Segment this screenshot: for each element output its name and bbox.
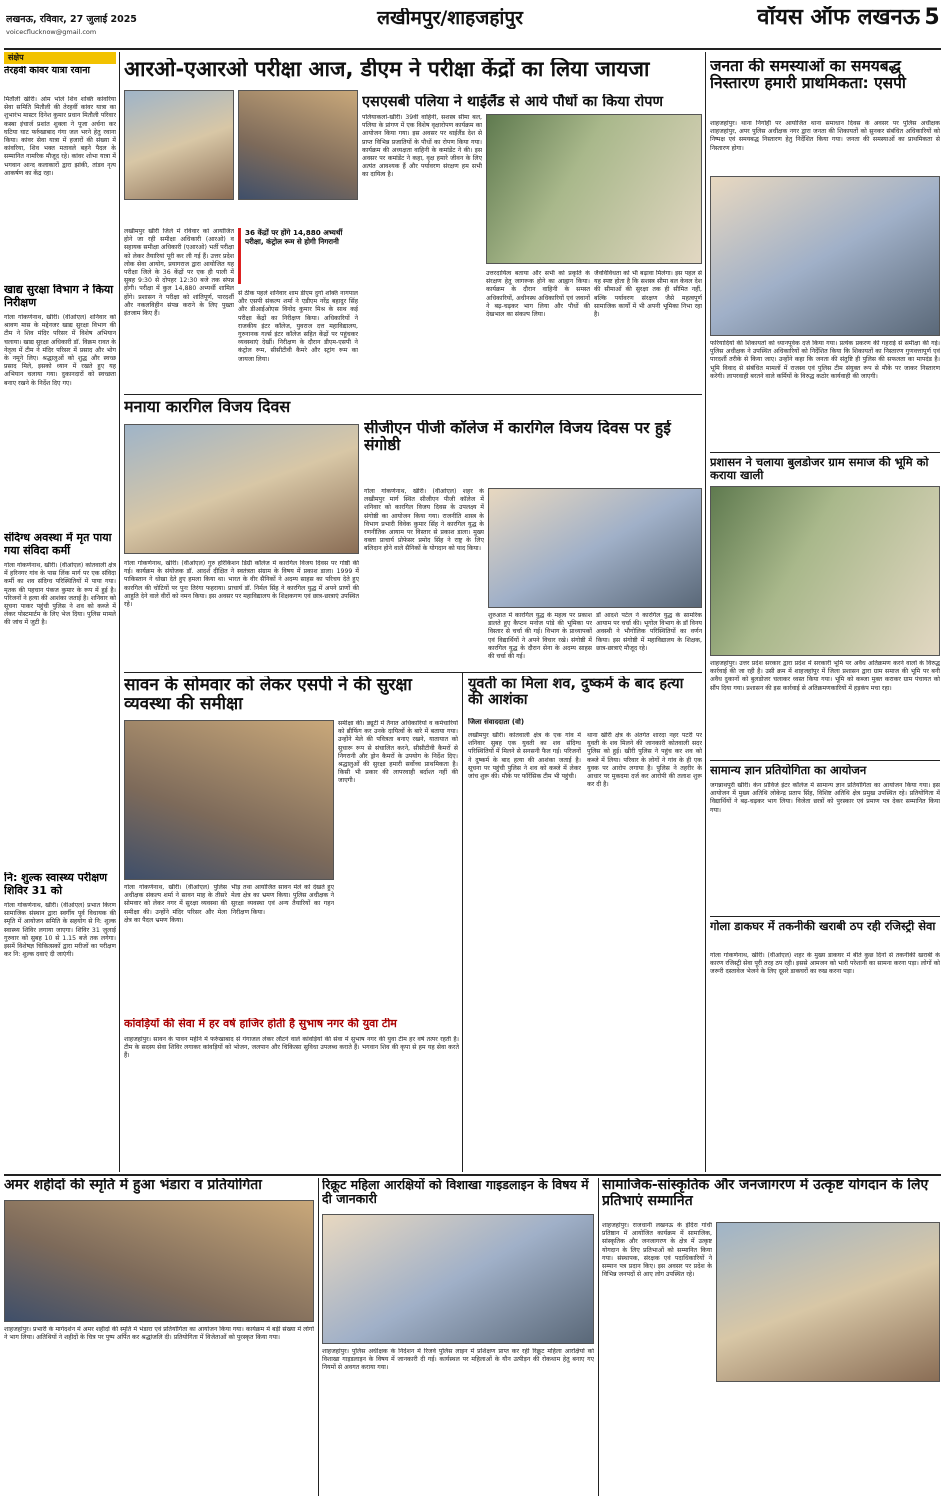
article-body: थाना खीरी क्षेत्र के अंतर्गत शारदा नहर पटरी पर युवती के शव मिलने की जानकारी कोतवाली सदर पुलिस को हुई। खीरी पुलिस ने पहुंच कर शव को कब्जे में लिया। परिवार के लोगों ने गांव के ही एक युवक पर आरोप लगाया है। पुलिस ने तहरीर के आधार पर मुकदमा दर्ज कर आरोपी की तलाश शुरू कर दी है।	[587, 732, 702, 789]
brief-body: गोला गोकर्णनाथ, खीरी। (वीओएल) प्रभात किरण सामाजिक संस्थान द्वारा स्वर्गीय पूर्व विधायक की स्मृति में आयोजन समिति के सहयोग से नि: शुल्क स्वास्थ्य शिविर लगाया जाएगा। शिविर 31 जुलाई गुरुवार को सुबह 10 से 1.15 बजे तक लगेगा। इसमें विशेषज्ञ चिकित्सकों द्वारा मरीजों का परीक्षण कर नि: शुल्क दवाएं दी जाएंगी।	[4, 902, 116, 959]
headline: जनता की समस्याओं का समयबद्ध निस्तारण हमारी प्राथमिकता: एसपी	[710, 58, 906, 93]
highlight-box	[238, 228, 358, 284]
headline: मनाया कारगिल विजय दिवस	[124, 398, 291, 416]
email: voicecflucknow@gmail.com	[6, 28, 97, 36]
article-body: लखीमपुर खीरी जिले में रविवार को आयोजित होने जा रही समीक्षा अधिकारी (आरओ) व सहायक समीक्षा अधिकारी (एआरओ) भर्ती परीक्षा को लेकर तैयारियां पूरी कर ली गई हैं। उत्तर प्रदेश लोक सेवा आयोग, प्रयागराज द्वारा आयोजित यह परीक्षा जिले के 36 केंद्रों पर एक ही पाली में सुबह 9:30 से दोपहर 12:30 बजे तक संपन्न होगी। परीक्षा में कुल 14,880 अभ्यर्थी शामिल होंगे। प्रशासन ने परीक्षा को शांतिपूर्ण, पारदर्शी और नकलविहीन संपन्न कराने के लिए पुख्ता इंतजाम किए हैं।	[124, 228, 234, 317]
dateline: लखनऊ, रविवार, 27 जुलाई 2025	[6, 14, 137, 25]
news-photo	[124, 720, 334, 880]
article-body: डॉ आदर्श पटेल ने कारगिल युद्ध के सामरिक आयाम पर चर्चा की। भूगोल विभाग के डॉ विनय अवस्थी ने भौगोलिक परिस्थितियों का वर्णन किया। इस संगोष्ठी में महाविद्यालय के शिक्षक, छात्र-छात्राएं मौजूद रहे।	[596, 612, 702, 652]
article-body: लखीमपुर खीरी। कोतवाली क्षेत्र के एक गांव में शनिवार सुबह एक युवती का शव संदिग्ध परिस्थितियों में मिलने से सनसनी फैल गई। परिजनों ने दुष्कर्म के बाद हत्या की आशंका जताई है। सूचना पर पहुंची पुलिस ने शव को कब्जे में लेकर जांच शुरू की। मौके पर फॉरेंसिक टीम भी पहुंची।	[468, 732, 581, 780]
article-body: जगन्नाथपुरी खीरी। केन प्रोविजे इंटर कॉलेज में सामान्य ज्ञान प्रतियोगिता का आयोजन किया गया। इस आयोजन में मुख्य अतिथि लोकेन्द्र प्रताप सिंह, विशिष्ट अतिथि क्षेत्र प्रमुख उपस्थित रहे। प्रतियोगिता में विद्यार्थियों ने बढ़-चढ़कर भाग लिया। विजेता छात्रों को पुरस्कार एवं प्रमाण पत्र देकर सम्मानित किया गया।	[710, 782, 940, 814]
news-photo	[488, 488, 702, 608]
headline: एसएसबी पलिया ने थाईलैंड से आये पौधों का किया रोपण	[362, 94, 663, 110]
news-photo	[322, 1214, 594, 1344]
article-body: समीक्षा की। ड्यूटी में तैनात अधिकारियों व कर्मचारियों को ब्रीफिंग कर उनके दायित्वों के बारे में बताया गया। उन्होंने मेले की पवित्रता बनाए रखने, यातायात को सुचारू रूप से संचालित करने, सीसीटीवी कैमरों से निगरानी और ड्रोन कैमरों के उपयोग के निर्देश दिए। श्रद्धालुओं की सुरक्षा हमारी सर्वोच्च प्राथमिकता है। किसी भी प्रकार की लापरवाही बर्दाश्त नहीं की जाएगी।	[338, 720, 458, 785]
briefs-label: संक्षेप	[4, 52, 116, 64]
highlight-text: 36 केंद्रों पर होंगे 14,880 अभ्यर्थी परीक्षा, कंट्रोल रूम से होगी निगरानी	[245, 228, 343, 247]
article-body: शाहजहांपुर। प्रभारी के मार्गदर्शन में अमर शहीदों की स्मृति में भंडारा एवं प्रतियोगिता का आयोजन किया गया। कार्यक्रम में बड़ी संख्या में लोगों ने भाग लिया। अतिथियों ने शहीदों के चित्र पर पुष्प अर्पित कर श्रद्धांजलि दी। प्रतियोगिता में विजेताओं को पुरस्कृत किया गया।	[4, 1326, 314, 1342]
headline: रिक्रूट महिला आरक्षियों को विशाखा गाइडलाइन के विषय में दी जानकारी	[322, 1178, 589, 1206]
article-body: फरियादियों की शिकायतों को ध्यानपूर्वक दर्ज किया गया। प्रत्येक प्रकरण की गहराई से समीक्षा की गई। पुलिस अधीक्षक ने उपस्थित अधिकारियों को निर्देशित किया कि शिकायतों का निस्तारण गुणवत्तापूर्ण एवं पारदर्शी तरीके से किया जाए। उन्होंने कहा कि जनता की संतुष्टि ही पुलिस की सफलता का मापदंड है। भूमि विवाद से संबंधित मामलों में राजस्व एवं पुलिस टीम संयुक्त रूप से मौके पर जाकर निस्तारण करेगी। लापरवाही बरतने वाले कर्मियों के विरुद्ध कठोर कार्यवाही की जाएगी।	[710, 340, 940, 380]
headline: गोला डाकघर में तकनीकी खराबी ठप रही रजिस्ट्री सेवा	[710, 920, 936, 933]
headline: सामान्य ज्ञान प्रतियोगिता का आयोजन	[710, 764, 867, 777]
article-body: जैवविविधता को भी बढ़ावा मिलेगा। इस पहल से यह स्पष्ट होता है कि सशस्त्र सीमा बल केवल देश की सीमाओं की सुरक्षा तक ही सीमित नहीं, बल्कि पर्यावरण संरक्षण जैसे महत्वपूर्ण सामाजिक कार्यों में भी अपनी भूमिका निभा रहा है।	[594, 270, 702, 318]
brief-body: गोला गोकर्णनाथ, खीरी। (वीओएल) कोतवाली क्षेत्र में हरिनगर गांव के पास लिंक मार्ग पर एक संविदा कर्मी का शव संदिग्ध परिस्थितियों में पाया गया। मृतक की पहचान पंकज कुमार के रूप में हुई है। परिजनों ने हत्या की आशंका जताई है। शनिवार को सूचना पाकर पहुंची पुलिस ने शव को कब्जे में लेकर पोस्टमार्टम के लिए भेज दिया। पुलिस मामले की जांच में जुटी है।	[4, 562, 116, 627]
headline: अमर शहीदों की स्मृति में हुआ भंडारा व प्रतियोगिता	[4, 1178, 262, 1193]
article-body: गोला गोकर्णनाथ, खीरी। (वीओएल) पुलिस अधीक्षक संकल्प शर्मा ने सावन माह के तीसरे सोमवार को लेकर नगर में सुरक्षा व्यवस्था की समीक्षा की। उन्होंने मंदिर परिसर और मेला क्षेत्र का पैदल भ्रमण किया।	[124, 884, 227, 924]
brief-title: तेरहवीं कांवर यात्रा रवाना	[4, 66, 90, 76]
section-title: लखीमपुर/शाहजहांपुर	[377, 8, 523, 29]
news-photo	[4, 1200, 314, 1322]
news-photo	[716, 1222, 940, 1382]
brief-title: खाद्य सुरक्षा विभाग ने किया निरीक्षण	[4, 284, 114, 309]
brief-title: नि: शुल्क स्वास्थ्य परीक्षण शिविर 31 को	[4, 872, 108, 897]
article-body: गोला गोकर्णनाथ, खीरी। (वीओएल) शहर के लखीमपुर मार्ग स्थित सीजीएन पीजी कॉलेज में शनिवार को कारगिल विजय दिवस के उपलक्ष्य में संगोष्ठी का आयोजन किया गया। राजनीति शास्त्र के विभाग प्रभारी विवेक कुमार सिंह ने कारगिल युद्ध के रणनीतिक आयाम पर विस्तार से प्रकाश डाला। मुख्य वक्ता प्राचार्य प्रोफेसर प्रमोद सिंह ने राष्ट्र के लिए बलिदान होने वाले सैनिकों के योगदान को याद किया।	[364, 488, 484, 553]
article-body: शाहजहांपुर। उत्तर प्रदेश सरकार द्वारा प्रदेश में सरकारी भूमि पर अवैध अतिक्रमण करने वालों के विरुद्ध कार्रवाई की जा रही है। उसी क्रम में शाहजहांपुर में जिला प्रशासन द्वारा ग्राम समाज की भूमि पर बनी अवैध दुकानों को बुलडोजर चलाकर ध्वस्त किया गया। भूमि को कब्जा मुक्त कराकर ग्राम पंचायत को सौंप दिया गया। प्रशासन की इस कार्रवाई से अतिक्रमणकारियों में हड़कंप मचा रहा।	[710, 660, 940, 692]
article-body: गोला गोकर्णनाथ, खीरी। (वीओएल) गुरु हरिकिशन डिग्री कॉलेज में कारगिल विजय दिवस पर गोष्ठी की गई। कार्यक्रम के संयोजक डॉ. आदर्श दीक्षित ने स्वतंत्रता संग्राम के विषय में प्रकाश डाला। 1999 में पाकिस्तान ने धोखा देते हुए हमला किया था। भारत के वीर सैनिकों ने अदम्य साहस का परिचय देते हुए कारगिल की चोटियों पर पुनः तिरंगा फहराया। प्राचार्य डॉ. निर्मल सिंह ने कारगिल युद्ध में अपने प्राणों की आहुति देने वाले वीरों को नमन किया। इस अवसर पर महाविद्यालय के शिक्षकगण एवं छात्र-छात्राएं उपस्थित रहे।	[124, 560, 359, 608]
briefs-column	[4, 52, 116, 1172]
headline: युवती का मिला शव, दुष्कर्म के बाद हत्या की आशंका	[468, 676, 684, 709]
article-body: शुरुआत में कारगिल युद्ध के महत्व पर प्रकाश डालते हुए कैप्टन मनोज पांडे की भूमिका पर विस्तार से चर्चा की गई। विभाग के प्राध्यापकों एवं विद्यार्थियों ने अपने विचार रखे। संगोष्ठी में कारगिल युद्ध के दौरान सेना के अदम्य साहस की चर्चा की गई।	[488, 612, 592, 660]
page-number: 5	[924, 6, 940, 30]
article-body: शाहजहांपुर। थाना निगोही पर आयोजित थाना समाधान दिवस के अवसर पर पुलिस अधीक्षक शाहजहांपुर, अपर पुलिस अधीक्षक नगर द्वारा जनता की शिकायतों को सुनकर संबंधित अधिकारियों को निष्पक्ष एवं समयबद्ध निस्तारण हेतु निर्देशित किया गया। जनता की समस्याओं का प्राथमिकता से निस्तारण होगा।	[710, 120, 940, 152]
headline: सीजीएन पीजी कॉलेज में कारगिल विजय दिवस पर हुई संगोष्ठी	[364, 420, 671, 455]
headline: आरओ-एआरओ परीक्षा आज, डीएम ने परीक्षा केंद्रों का लिया जायजा	[124, 58, 650, 81]
headline: प्रशासन ने चलाया बुलडोजर ग्राम समाज की भूमि को कराया खाली	[710, 456, 929, 482]
byline: जिला संवाददाता (वो)	[468, 718, 525, 726]
brief-body: गोला गोकर्णनाथ, खीरी। (वीओएल) शनिवार को श्रावण मास के मद्देनजर खाद्य सुरक्षा विभाग की टीम ने शिव मंदिर परिसर में विशेष अभियान चलाया। खाद्य सुरक्षा अधिकारी डॉ. विक्रम रावत के नेतृत्व में टीम ने मंदिर परिसर में प्रसाद और भोग के नमूने लिए। श्रद्धालुओं को शुद्ध और स्वच्छ प्रसाद मिले, इसको ध्यान में रखते हुए यह अभियान चलाया गया। दुकानदारों को स्वच्छता बनाए रखने के निर्देश दिए गए।	[4, 314, 116, 387]
article-body: पलियाकलां-खीरी। 39वीं वाहिनी, सशस्त्र सीमा बल, पलिया के प्रांगण में एक विशेष वृक्षारोपण कार्यक्रम का आयोजन किया गया। इस अवसर पर थाईलैंड देश से प्राप्त विभिन्न प्रजातियों के पौधों का रोपण किया गया। कार्यक्रम की अध्यक्षता वाहिनी के कमांडेंट ने की। इस अवसर पर कमांडेंट ने कहा, वृक्ष हमारे जीवन के लिए अत्यंत आवश्यक हैं और पर्यावरण संरक्षण हम सभी का दायित्व है।	[362, 114, 482, 179]
article-body: से ठीक पहले शनिवार शाम डीएम दुर्गा शक्ति नागपाल और एसपी संकल्प शर्मा ने एडीएम नरेंद्र बहादुर सिंह और डीआईओएस विनोद कुमार मिश्र के साथ कई परीक्षा केंद्रों का निरीक्षण किया। अधिकारियों ने राजकीय इंटर कॉलेज, युवराज दत्त महाविद्यालय, गुरुनानक गर्ल्स इंटर कॉलेज सहित केंद्रों पर पहुंचकर व्यवस्थाएं देखीं। निरीक्षण के दौरान डीएम-एसपी ने कंट्रोल रूम, सीसीटीवी कैमरे और स्ट्रांग रूम का जायजा लिया।	[238, 290, 358, 363]
news-photo	[710, 486, 940, 656]
news-photo	[486, 114, 702, 264]
news-photo	[710, 176, 940, 336]
article-body: शाहजहांपुर। सावन के पावन महीने में फर्रुखाबाद से गंगाजल लेकर लौटने वाले कांवड़ियों की सेवा में सुभाष नगर की युवा टीम हर वर्ष तत्पर रहती है। टीम के सदस्य सेवा शिविर लगाकर कांवड़ियों को भोजन, जलपान और चिकित्सा सुविधा उपलब्ध कराते हैं। भगवान शिव की कृपा से हम यह सेवा करते हैं।	[124, 1036, 459, 1060]
article-body: उत्तरदायित्व बताया और सभी को प्रकृति के संरक्षण हेतु जागरूक होने का आह्वान किया। कार्यक्रम के दौरान वाहिनी के समस्त अधिकारियों, अधीनस्थ अधिकारियों एवं जवानों ने बढ़-चढ़कर भाग लिया और पौधों की देखभाल का संकल्प लिया।	[486, 270, 590, 318]
article-body: गोला गोकर्णनाथ, खीरी। (वीओएल) शहर के मुख्य डाकघर में बीते कुछ दिनों से तकनीकी खराबी के कारण रजिस्ट्री सेवा पूरी तरह ठप रही। इससे आमजन को भारी परेशानी का सामना करना पड़ा। लोगों को जरूरी दस्तावेज भेजने के लिए दूसरे डाकघरों का रुख करना पड़ा।	[710, 952, 940, 976]
brief-title: संदिग्ध अवस्था में मृत पाया गया संविदा कर्मी	[4, 532, 112, 557]
article-body: शाहजहांपुर। पुलिस अधीक्षक के निर्देशन में रिजर्व पुलिस लाइन में प्रशिक्षण प्राप्त कर रही रिक्रूट महिला आरक्षियों को विशाखा गाइडलाइन के विषय में जानकारी दी गई। कार्यस्थल पर महिलाओं के यौन उत्पीड़न की रोकथाम हेतु बनाए गए नियमों से अवगत कराया गया।	[322, 1348, 594, 1372]
headline: कांवड़ियों की सेवा में हर वर्ष हाजिर होती है सुभाष नगर की युवा टीम	[124, 1018, 397, 1030]
article-body: शाहजहांपुर। राजधानी लखनऊ के इंदिरा गांधी प्रतिष्ठान में आयोजित कार्यक्रम में सामाजिक, सांस्कृतिक और जनजागरण के क्षेत्र में उत्कृष्ट योगदान के लिए प्रतिभाओं को सम्मानित किया गया। संस्थापक, संरक्षक एवं पदाधिकारियों ने सम्मान पत्र प्रदान किए। इस अवसर पर प्रदेश के विभिन्न जनपदों से आए लोग उपस्थित रहे।	[602, 1222, 712, 1279]
news-photo	[124, 424, 359, 554]
news-photo	[238, 90, 358, 200]
masthead: वॉयस ऑफ लखनऊ	[757, 6, 920, 30]
news-photo	[124, 90, 234, 200]
article-body: भीड़ तथा आयोजित सावन मेले को देखते हुए मेला क्षेत्र का भ्रमण किया। पुलिस अधीक्षक ने सुरक्षा व्यवस्था एवं अन्य तैयारियों का गहन निरीक्षण किया।	[231, 884, 334, 916]
brief-body: मितौली खीरी। ओम भोले शिव शक्ति कांवरिया सेवा समिति मितौली की तेरहवीं कांवर यात्रा का शुभारंभ मास्टर दिनेश कुमार प्रधान मितौली परिवार कस्बा इंचार्ज प्रशांत शुक्ला ने पूजा अर्चना कर घटिया घाट फर्रुखाबाद गंगा जल भरने हेतु रवाना किया। कांवर सेवा यात्रा में हजारों की संख्या में कांवरिया, शिव भक्त मतावले बहने पैदल के सम्मानित नामरिक मौजूद रहे। कांवर शोभा यात्रा में भगवान आन्द कलाकारों द्वारा झांकी, तांडव नृत्य आकर्षण का केंद्र रहा।	[4, 96, 116, 177]
headline: सावन के सोमवार को लेकर एसपी ने की सुरक्षा व्यवस्था की समीक्षा	[124, 676, 412, 715]
headline: सामाजिक-सांस्कृतिक और जनजागरण में उत्कृष्ट योगदान के लिए प्रतिभाएं सम्मानित	[602, 1178, 929, 1209]
